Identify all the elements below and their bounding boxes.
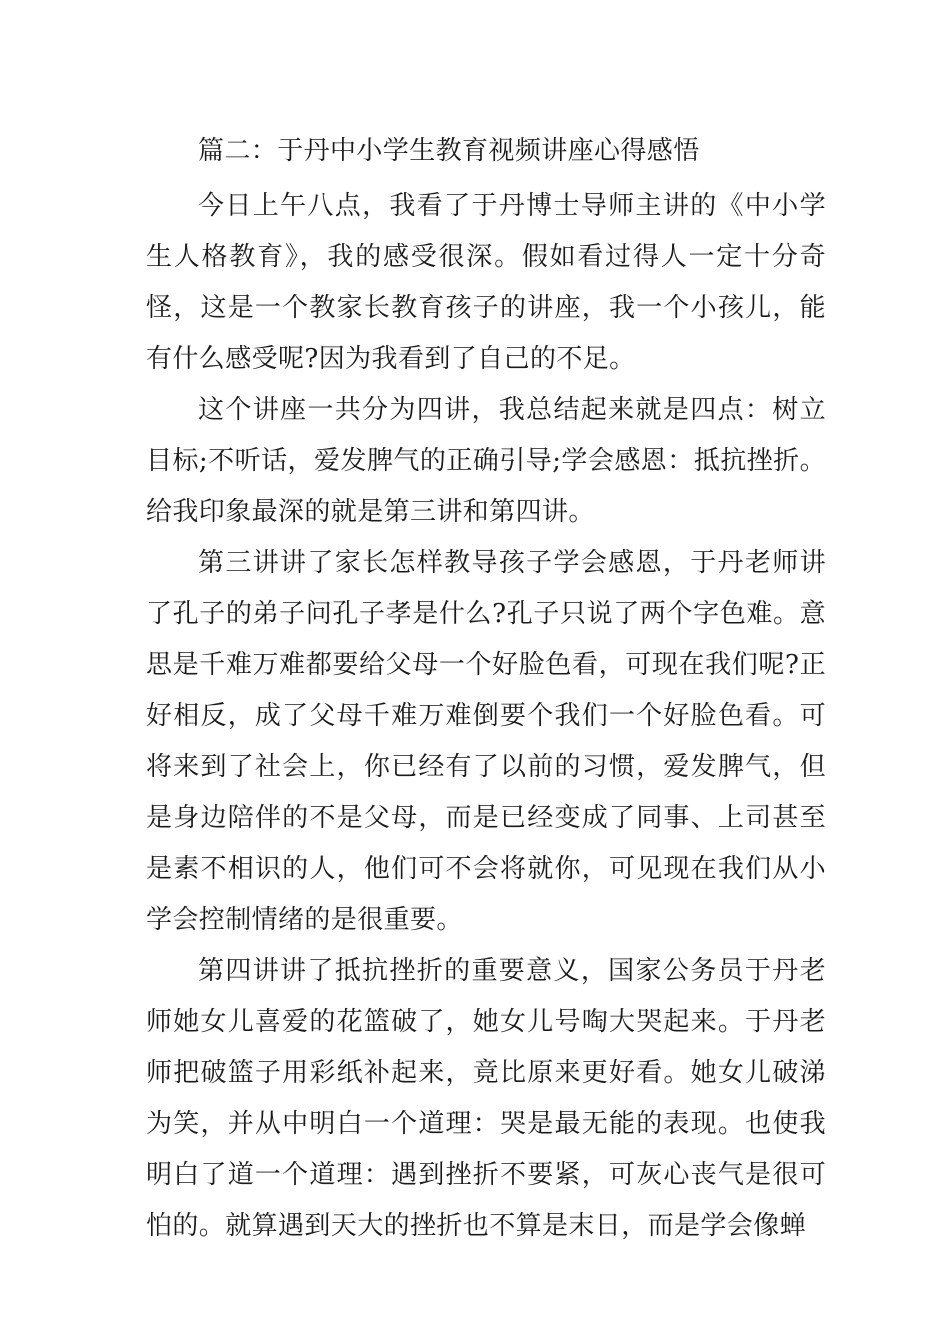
paragraph-4: 第四讲讲了抵抗挫折的重要意义，国家公务员于丹老师她女儿喜爱的花篮破了，她女儿号啕大哭起来。于丹老师把破篮子用彩纸补起来，竟比原来更好看。她女儿破涕为笑，并从中明白一个道理：哭是最无能的表现。也使我明白了道一个道理：遇到挫折不要紧，可灰心丧气是很可怕的。就算遇到天大的挫折也不算是末日，而是学会像蝉 <box>146 956 826 1241</box>
paragraph-2: 这个讲座一共分为四讲，我总结起来就是四点：树立目标;不听话，爱发脾气的正确引导;学会感恩：抵抗挫折。给我印象最深的就是第三讲和第四讲。 <box>146 395 826 527</box>
paragraph-3: 第三讲讲了家长怎样教导孩子学会感恩，于丹老师讲了孔子的弟子问孔子孝是什么?孔子只说了两个字色难。意思是千难万难都要给父母一个好脸色看，可现在我们呢?正好相反，成了父母千难万难倒要个我们一个好脸色看。可将来到了社会上，你已经有了以前的习惯，爱发脾气，但是身边陪伴的不是父母，而是已经变成了同事、上司甚至是素不相识的人，他们可不会将就你，可见现在我们从小学会控制情绪的是很重要。 <box>146 548 826 935</box>
document-title: 篇二：于丹中小学生教育视频讲座心得感悟 <box>198 136 700 166</box>
paragraph-1: 今日上午八点，我看了于丹博士导师主讲的《中小学生人格教育》，我的感受很深。假如看过得人一定十分奇怪，这是一个教家长教育孩子的讲座，我一个小孩儿，能有什么感受呢?因为我看到了自己的不足。 <box>146 191 826 374</box>
document-body <box>146 126 826 1252</box>
